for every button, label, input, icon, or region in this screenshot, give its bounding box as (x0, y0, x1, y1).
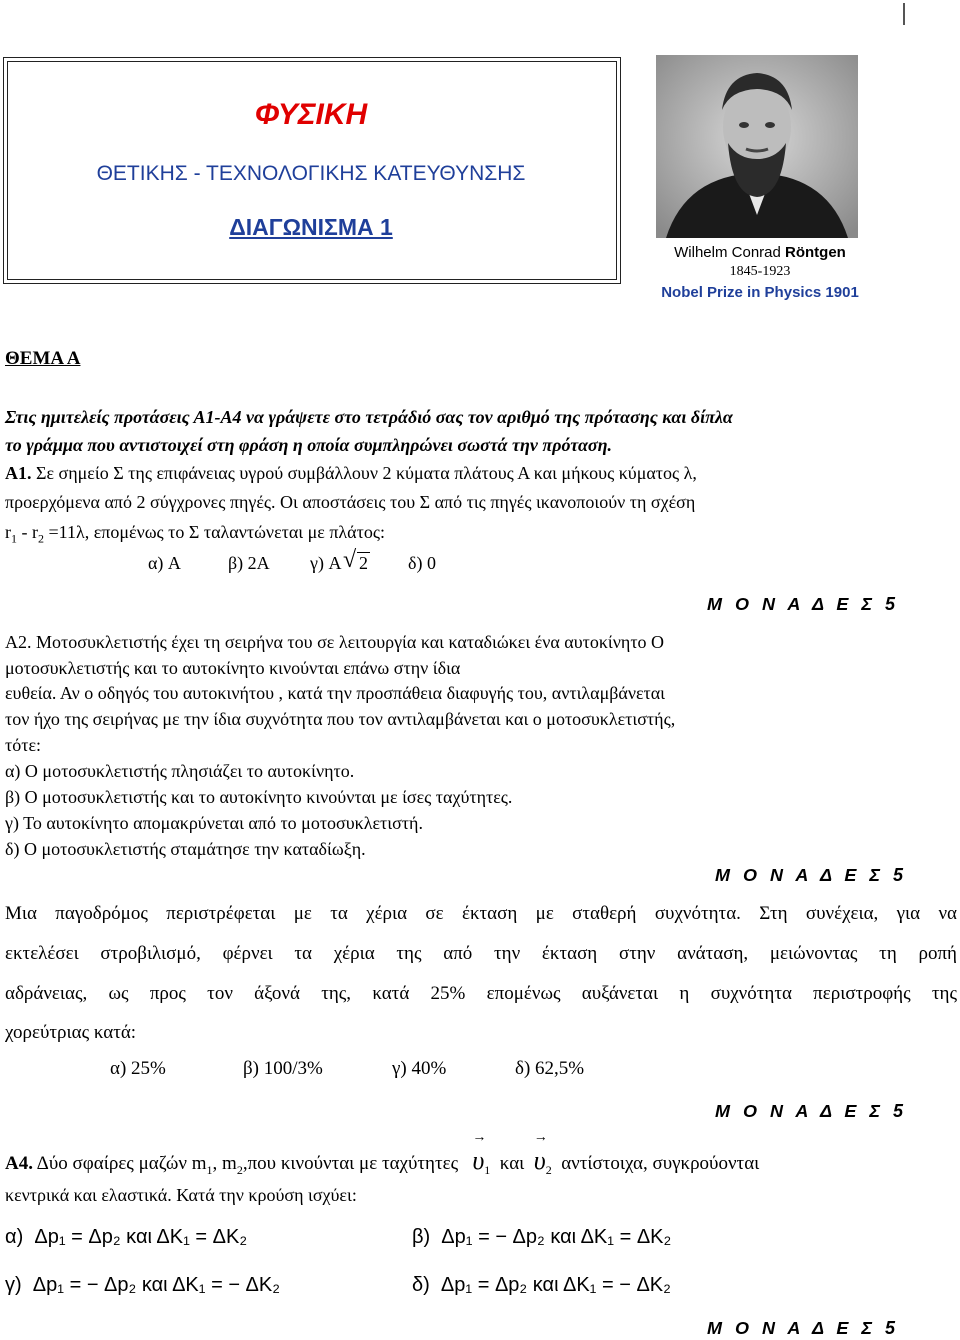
a4-option-b: β) Δp₁ = − Δp₂ και ΔK₁ = ΔK₂ (412, 1226, 672, 1248)
a3-option-d: δ) 62,5% (515, 1058, 585, 1079)
a3-line-3: αδράνειας, ως προς τον άξονά της, κατά 25% επομένως αυξάνεται η συχνότητα περιστροφής της (5, 983, 957, 1004)
intro-line-1: Στις ημιτελείς προτάσεις Α1-Α4 να γράψετε στο τετράδιό σας τον αριθμό της πρότασης και δίπλα (5, 407, 733, 427)
a1-line-2: προερχόμενα από 2 σύγχρονες πηγές. Οι αποστάσεις του Σ από τις πηγές ικανοποιούν τη σχέση (5, 492, 696, 512)
a2-line-5: τότε: (5, 735, 42, 755)
a2-units: Μ Ο Ν Α Δ Ε Σ 5 (715, 865, 908, 885)
portrait-name: Wilhelm Conrad Röntgen (674, 244, 846, 261)
a3-line-2: εκτελέσει στροβιλισμό, φέρνει τα χέρια της από την έκταση στην ανάταση, μειώνοντας τη ροπή (5, 943, 957, 964)
a2-line-3: ευθεία. Αν ο οδηγός του αυτοκινήτου , κατά την προσπάθεια διαφυγής του, αντιλαμβάνεται (5, 683, 666, 703)
a1-option-b: β) 2A (228, 553, 270, 573)
a2-line-1: Α2. Μοτοσυκλετιστής έχει τη σειρήνα του σε λειτουργία και καταδιώκει ένα αυτοκίνητο Ο (5, 632, 665, 652)
a3-option-b: β) 100/3% (243, 1058, 323, 1079)
a1-option-a: α) A (148, 553, 181, 573)
a1-units: Μ Ο Ν Α Δ Ε Σ 5 (707, 594, 900, 614)
intro-line-2: το γράμμα που αντιστοιχεί στη φράση η οποία συμπληρώνει σωστά την πρόταση. (5, 435, 612, 455)
a2-option-c: γ) Το αυτοκίνητο απομακρύνεται από το μοτοσυκλετιστή. (5, 813, 423, 833)
a4-option-d: δ) Δp₁ = Δp₂ και ΔK₁ = − ΔK₂ (412, 1274, 671, 1296)
track-title: ΘΕΤΙΚΗΣ - ΤΕΧΝΟΛΟΓΙΚΗΣ ΚΑΤΕΥΘΥΝΣΗΣ (96, 162, 526, 185)
a2-option-a: α) Ο μοτοσυκλετιστής πλησιάζει το αυτοκίνητο. (5, 761, 355, 781)
portrait-prize: Nobel Prize in Physics 1901 (661, 284, 859, 301)
portrait-years: 1845-1923 (729, 264, 791, 279)
a2-option-b: β) Ο μοτοσυκλετιστής και το αυτοκίνητο κινούνται με ίσες ταχύτητες. (5, 787, 513, 807)
page-margin-mark (903, 3, 905, 25)
theme-heading: ΘΕΜΑ Α (5, 348, 81, 369)
a4-line-1: Α4. Δύο σφαίρες μαζών $m_1$, $m_2,\pi o\upsilon$ κινούνται με ταχύτητες $\upsilon \to_1$ και $\upsilon \to_2$ αντίστοιχα, συγκρούονται (5, 1146, 759, 1178)
a4-units: Μ Ο Ν Α Δ Ε Σ 5 (707, 1318, 900, 1338)
a2-option-d: δ) Ο μοτοσυκλετιστής σταμάτησε την καταδίωξη. (5, 839, 366, 859)
a3-option-c: γ) 40% (392, 1058, 447, 1079)
a4-option-c: γ) Δp₁ = − Δp₂ και ΔK₁ = − ΔK₂ (5, 1274, 281, 1296)
a1-line-3: $r_1 - r_2 =11\lambda$, επομένως το Σ ταλαντώνεται με πλάτος: (5, 522, 385, 546)
portrait-photo (656, 55, 858, 238)
a4-line-2: κεντρικά και ελαστικά. Κατά την κρούση ισχύει: (5, 1185, 357, 1205)
a1-option-c: γ) A √ 2 (310, 553, 370, 574)
a3-line-4: χορεύτριας κατά: (5, 1022, 137, 1043)
test-title: ΔΙΑΓΩΝΙΣΜΑ 1 (229, 214, 393, 240)
a3-option-a: α) 25% (110, 1058, 166, 1079)
a3-units: Μ Ο Ν Α Δ Ε Σ 5 (715, 1101, 908, 1121)
a3-line-1: Μια παγοδρόμος περιστρέφεται με τα χέρια σε έκταση με σταθερή συχνότητα. Στη συνέχεια, για να (5, 903, 957, 924)
a1-option-d: δ) 0 (408, 553, 436, 573)
a1-line-1: Α1. Σε σημείο Σ της επιφάνειας υγρού συμβάλλουν 2 κύματα πλάτους Α και μήκους κύματος λ, (5, 463, 697, 483)
a4-option-a: α) Δp₁ = Δp₂ και ΔK₁ = ΔK₂ (5, 1226, 248, 1248)
a2-line-2: μοτοσυκλετιστής και το αυτοκίνητο κινούνται επάνω στην ίδια (5, 658, 461, 678)
subject-title: ΦΥΣΙΚΗ (254, 98, 368, 131)
a2-line-4: τον ήχο της σειρήνας με την ίδια συχνότητα που τον αντιλαμβάνεται και ο μοτοσυκλετιστής, (5, 709, 676, 729)
